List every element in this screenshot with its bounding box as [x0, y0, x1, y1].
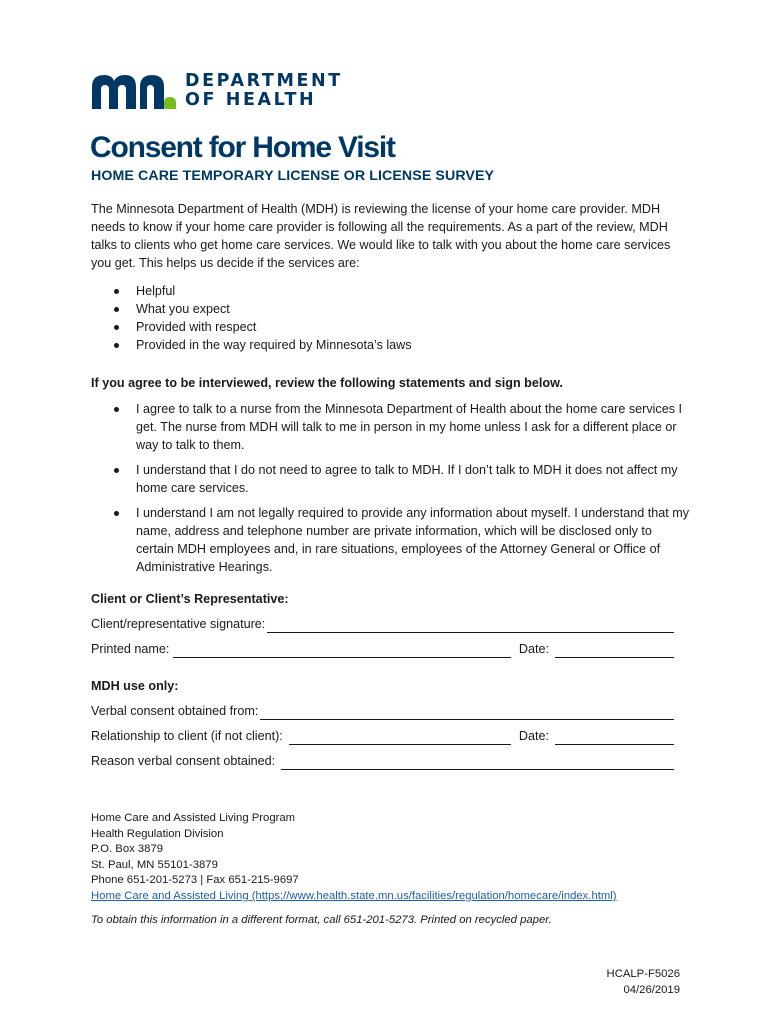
division-name: Health Regulation Division	[91, 827, 224, 840]
program-name: Home Care and Assisted Living Program	[91, 812, 296, 824]
signature-field[interactable]	[267, 618, 674, 633]
contact-info	[91, 811, 617, 905]
printed-name-field[interactable]	[173, 643, 510, 658]
intro-paragraph: The Minnesota Department of Health (MDH) is reviewing the license of your home care provider. MDH needs to know if your home care provider is following all the requirements. As a part of the review, MDH talks to clients who get home care services. We would like to talk with you about the home care services you get. This helps us decide if the services are:	[91, 202, 671, 270]
mn-logo-icon	[90, 73, 176, 109]
org-name	[185, 72, 343, 110]
reason-label: Reason verbal consent obtained:	[91, 754, 276, 768]
alt-format-note: To obtain this information in a different format, call 651-201-5273. Printed on recycled paper.	[91, 914, 552, 926]
relationship-field[interactable]	[289, 730, 511, 745]
client-date-field[interactable]	[555, 643, 674, 658]
list-item: What you expect	[91, 300, 691, 318]
statements-list	[91, 400, 691, 576]
homecare-link[interactable]: Home Care and Assisted Living (https://www.health.state.mn.us/facilities/regulation/homecare/index.html)	[91, 889, 617, 902]
mdh-logo	[90, 72, 343, 110]
list-item: Provided with respect	[91, 318, 691, 336]
relationship-row	[91, 726, 674, 745]
client-date-label: Date:	[518, 642, 549, 656]
po-box: P.O. Box 3879	[91, 843, 164, 856]
org-name-line2: OF HEALTH	[185, 90, 317, 110]
verbal-consent-row	[91, 701, 674, 720]
client-section-heading: Client or Client’s Representative:	[91, 592, 289, 606]
form-body	[91, 200, 691, 770]
list-item: I agree to talk to a nurse from the Minnesota Department of Health about the home care services I get. The nurse from MDH will talk to me in person in my home unless I ask for a different place or way to talk to them.	[91, 400, 691, 454]
list-item: I understand I am not legally required to provide any information about myself. I understand that my name, address and telephone number are private information, which will be disclosed only to certain MDH employees and, in rare situations, employees of the Attorney General or Office of Administrative Hearings.	[91, 504, 691, 576]
mdh-date-label: Date:	[518, 729, 549, 743]
page-title: Consent for Home Visit	[90, 131, 395, 164]
relationship-label: Relationship to client (if not client):	[91, 729, 283, 743]
reason-field[interactable]	[281, 755, 674, 770]
verbal-consent-field[interactable]	[260, 705, 674, 720]
printed-name-label: Printed name:	[91, 642, 170, 656]
form-code: HCALP-F5026	[606, 968, 680, 980]
service-qualities-list	[91, 282, 691, 354]
reason-row	[91, 751, 674, 770]
list-item: Helpful	[91, 282, 691, 300]
mdh-date-field[interactable]	[555, 730, 674, 745]
list-item: I understand that I do not need to agree to talk to MDH. If I don’t talk to MDH it does not affect my home care services.	[91, 461, 691, 497]
list-item: Provided in the way required by Minnesota’s laws	[91, 336, 691, 354]
verbal-consent-label: Verbal consent obtained from:	[91, 704, 259, 718]
signature-row	[91, 614, 674, 633]
page-subtitle: HOME CARE TEMPORARY LICENSE OR LICENSE SURVEY	[91, 168, 495, 184]
city-zip: St. Paul, MN 55101-3879	[91, 858, 218, 871]
agree-heading: If you agree to be interviewed, review the following statements and sign below.	[91, 376, 563, 390]
signature-label: Client/representative signature:	[91, 617, 266, 631]
mdh-section-heading: MDH use only:	[91, 679, 179, 693]
form-date: 04/26/2019	[623, 984, 680, 996]
phone-fax: Phone 651-201-5273 | Fax 651-215-9697	[91, 874, 299, 887]
form-code-block	[607, 966, 680, 998]
org-name-line1: DEPARTMENT	[185, 71, 343, 91]
printed-name-row	[91, 639, 674, 658]
